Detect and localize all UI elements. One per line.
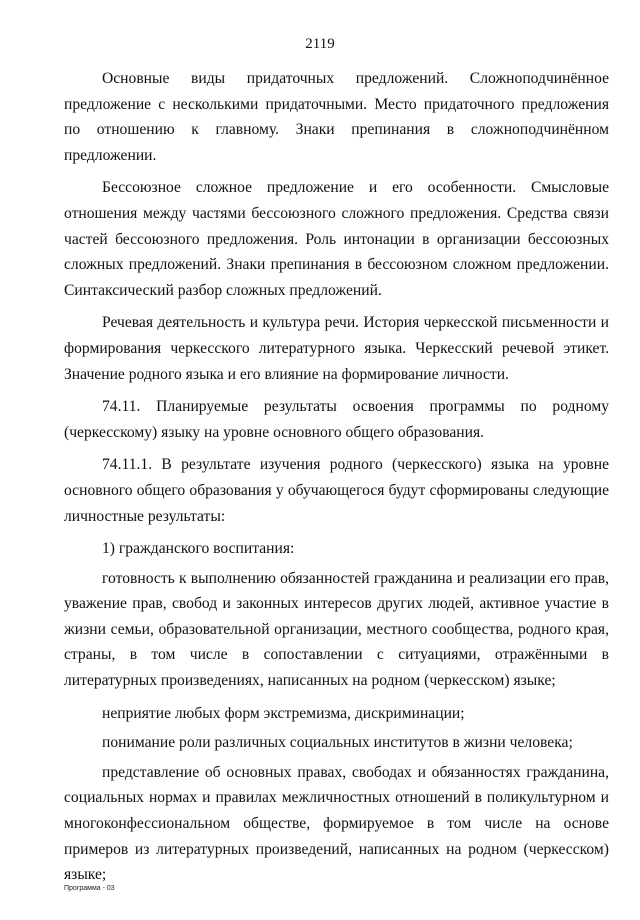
subsection-heading: 74.11.1. В результате изучения родного (черкесского) языка на уровне основного общего образования у обучающегося будут сформированы следующие личностные результаты: bbox=[64, 456, 609, 525]
list-heading: 1) гражданского воспитания: bbox=[102, 540, 295, 558]
paragraph: неприятие любых форм экстремизма, дискриминации; bbox=[102, 704, 465, 722]
page-number: 2119 bbox=[305, 36, 335, 52]
paragraph: представление об основных правах, свободах и обязанностях гражданина, социальных нормах и правилах межличностных отношений в поликультурном и многоконфессиональном обществе, формируемое в том числе на основе примеров из литературных произведений, написанных на родном (черкесском) языке; bbox=[64, 763, 609, 884]
section-heading: 74.11. Планируемые результаты освоения программы по родному (черкесскому) языку на уровне основного общего образования. bbox=[64, 398, 609, 441]
paragraph: понимание роли различных социальных институтов в жизни человека; bbox=[102, 734, 573, 752]
footer-label: Программа - 03 bbox=[64, 885, 115, 892]
paragraph: Бессоюзное сложное предложение и его особенности. Смысловые отношения между частями бессоюзного сложного предложения. Средства связи частей бессоюзного предложения. Роль интонации в организации бессоюзных сложных предложений. Знаки препинания в бессоюзном сложном предложении. Синтаксический разбор сложных предложений. bbox=[64, 179, 609, 299]
paragraph: готовность к выполнению обязанностей гражданина и реализации его прав, уважение прав, свобод и законных интересов других людей, активное участие в жизни семьи, образовательной организации, местного сообщества, родного края, страны, в том числе в сопоставлении с ситуациями, отражёнными в литературных произведениях, написанных на родном (черкесском) языке; bbox=[64, 569, 609, 690]
body-text bbox=[64, 66, 609, 895]
paragraph: Речевая деятельность и культура речи. История черкесской письменности и формирования черкесского литературного языка. Черкесский речевой этикет. Значение родного языка и его влияние на формирование личности. bbox=[64, 314, 609, 383]
paragraph: Основные виды придаточных предложений. Сложноподчинённое предложение с несколькими придаточными. Место придаточного предложения по отношению к главному. Знаки препинания в сложноподчинённом предложении. bbox=[64, 70, 609, 164]
